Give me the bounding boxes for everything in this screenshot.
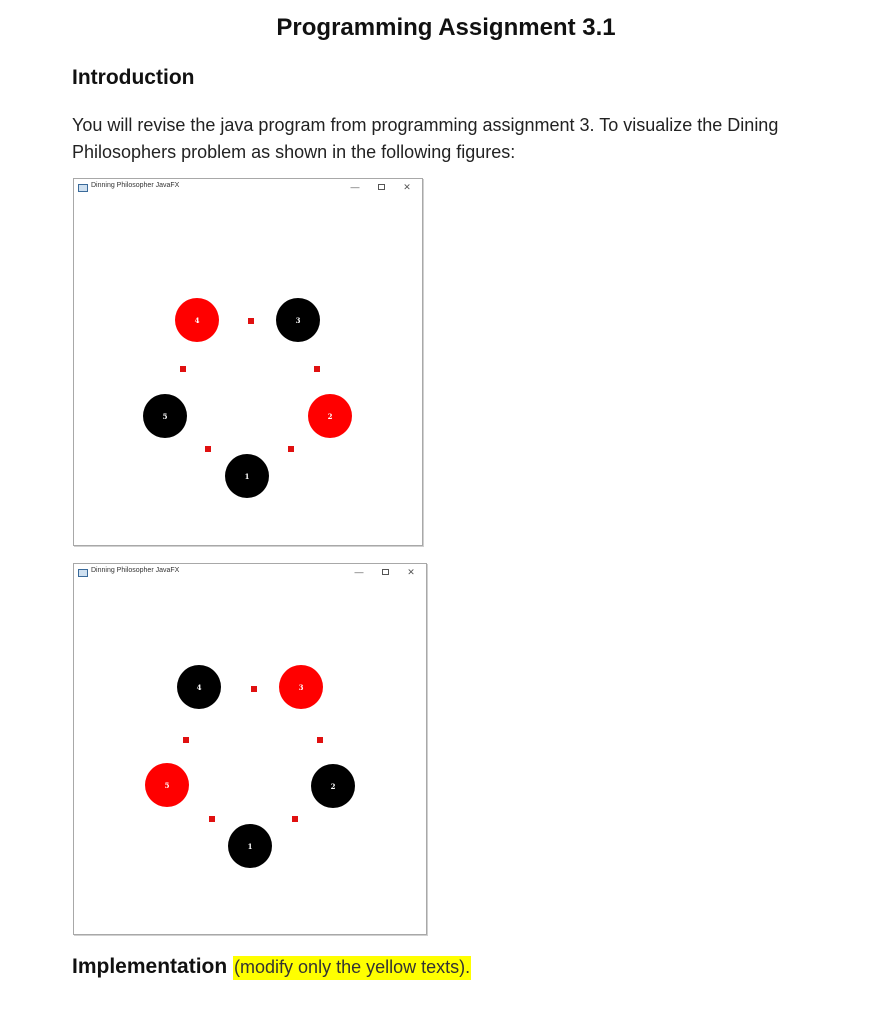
document-title: Programming Assignment 3.1 bbox=[276, 14, 616, 41]
close-button[interactable]: ✕ bbox=[407, 567, 415, 577]
fork bbox=[317, 737, 323, 743]
window-title: Dinning Philosopher JavaFX bbox=[91, 182, 180, 189]
implementation-heading bbox=[72, 955, 471, 979]
introduction-heading: Introduction bbox=[72, 66, 195, 89]
fork bbox=[251, 686, 257, 692]
fork bbox=[248, 318, 254, 324]
window-titlebar bbox=[74, 564, 426, 582]
figure-1-window bbox=[73, 178, 423, 546]
introduction-paragraph: You will revise the java program from programming assignment 3. To visualize the Dining Philosophers problem as shown in the following figures: bbox=[72, 115, 779, 162]
philosopher-3-label: 3 bbox=[298, 683, 304, 692]
window-title: Dinning Philosopher JavaFX bbox=[91, 567, 180, 574]
minimize-button[interactable]: — bbox=[350, 182, 360, 192]
implementation-note: (modify only the yellow texts). bbox=[233, 956, 471, 980]
philosopher-5-label: 5 bbox=[162, 412, 168, 421]
philosopher-1-label: 1 bbox=[244, 472, 250, 481]
philosopher-3-label: 3 bbox=[295, 316, 301, 325]
philosopher-5-label: 5 bbox=[164, 781, 170, 790]
minimize-button[interactable]: — bbox=[354, 567, 364, 577]
philosopher-4-label: 4 bbox=[194, 316, 200, 325]
implementation-title: Implementation bbox=[72, 955, 228, 978]
philosopher-2-label: 2 bbox=[327, 412, 333, 421]
maximize-icon bbox=[382, 569, 389, 575]
figure-2-window bbox=[73, 563, 427, 935]
dining-canvas bbox=[74, 582, 426, 934]
fork bbox=[288, 446, 294, 452]
philosopher-4-label: 4 bbox=[196, 683, 202, 692]
philosopher-1-label: 1 bbox=[247, 842, 253, 851]
close-button[interactable]: ✕ bbox=[403, 182, 411, 192]
fork bbox=[209, 816, 215, 822]
fork bbox=[205, 446, 211, 452]
philosopher-2-label: 2 bbox=[330, 782, 336, 791]
app-icon bbox=[78, 569, 88, 577]
fork bbox=[180, 366, 186, 372]
maximize-button[interactable] bbox=[376, 181, 386, 193]
app-icon bbox=[78, 184, 88, 192]
fork bbox=[183, 737, 189, 743]
dining-canvas bbox=[74, 197, 422, 545]
window-titlebar bbox=[74, 179, 422, 197]
maximize-button[interactable] bbox=[380, 566, 390, 578]
fork bbox=[292, 816, 298, 822]
fork bbox=[314, 366, 320, 372]
maximize-icon bbox=[378, 184, 385, 190]
